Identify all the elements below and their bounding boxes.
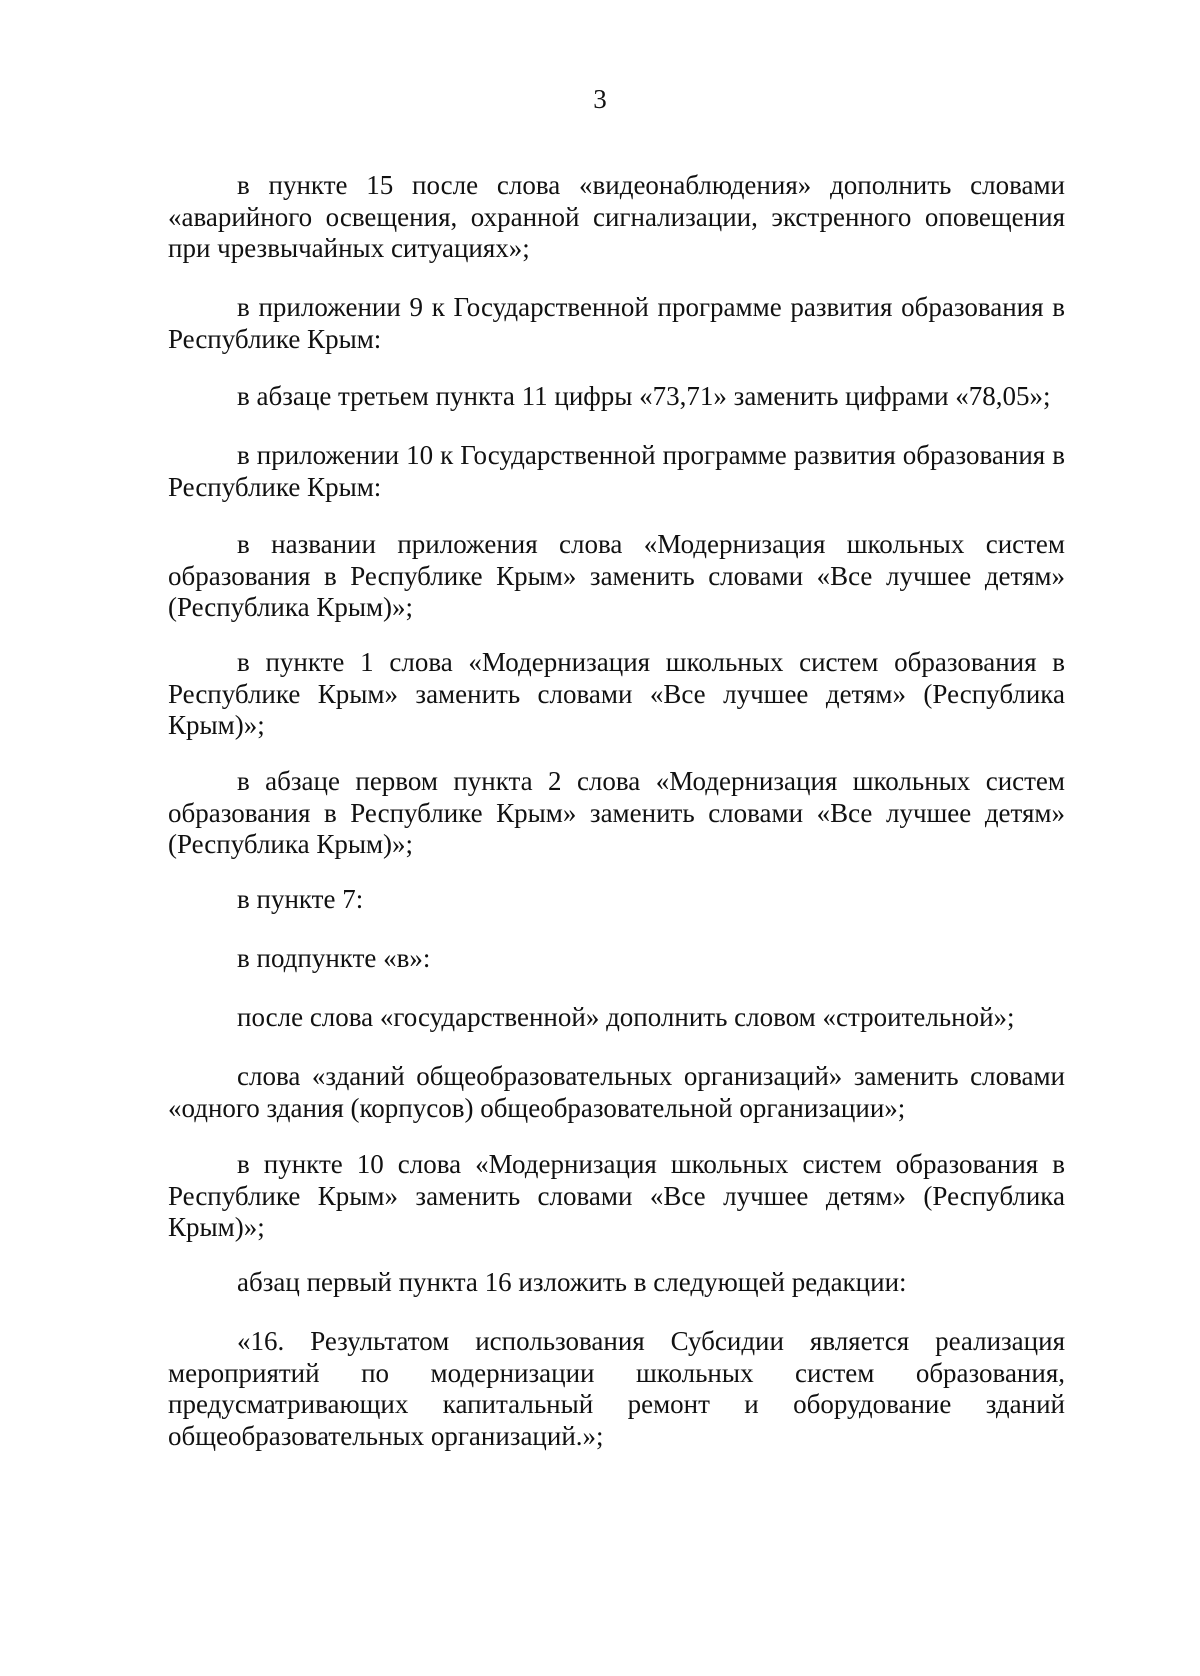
paragraph-appendix-title-amendment: в названии приложения слова «Модернизация школьных систем образования в Республике Крым» заменить словами «Все лучшее детям» (Республика Крым)»; [168,529,1065,622]
paragraph-item-11-figures: в абзаце третьем пункта 11 цифры «73,71» заменить цифрами «78,05»; [237,381,1051,411]
paragraph-item-16-heading: абзац первый пункта 16 изложить в следующей редакции: [237,1267,907,1297]
paragraph-item-2-amendment: в абзаце первом пункта 2 слова «Модернизация школьных систем образования в Республике Крым» заменить словами «Все лучшее детям» (Республика Крым)»; [168,766,1065,859]
paragraph-item-15-amendment: в пункте 15 после слова «видеонаблюдения» дополнить словами «аварийного освещения, охранной сигнализации, экстренного оповещения при чрезвычайных ситуациях»; [168,170,1065,263]
paragraph-appendix-9-heading: в приложении 9 к Государственной программе развития образования в Республике Крым: [168,292,1065,354]
paragraph-buildings-amendment: слова «зданий общеобразовательных организаций» заменить словами «одного здания (корпусов) общеобразовательной организации»; [168,1061,1065,1123]
paragraph-subitem-v-heading: в подпункте «в»: [237,943,431,973]
paragraph-item-10-amendment: в пункте 10 слова «Модернизация школьных систем образования в Республике Крым» заменить словами «Все лучшее детям» (Республика Крым)»; [168,1149,1065,1242]
paragraph-item-7-heading: в пункте 7: [237,884,364,914]
paragraph-item-16-new-text: «16. Результатом использования Субсидии является реализация мероприятий по модернизации школьных систем образования, предусматривающих капитальный ремонт и оборудование зданий общеобразовательных организаций.»; [168,1326,1065,1451]
page-number: 3 [593,84,607,114]
paragraph-state-construction: после слова «государственной» дополнить словом «строительной»; [237,1002,1015,1032]
paragraph-item-1-amendment: в пункте 1 слова «Модернизация школьных систем образования в Республике Крым» заменить словами «Все лучшее детям» (Республика Крым)»; [168,647,1065,740]
paragraph-appendix-10-heading: в приложении 10 к Государственной программе развития образования в Республике Крым: [168,440,1065,502]
